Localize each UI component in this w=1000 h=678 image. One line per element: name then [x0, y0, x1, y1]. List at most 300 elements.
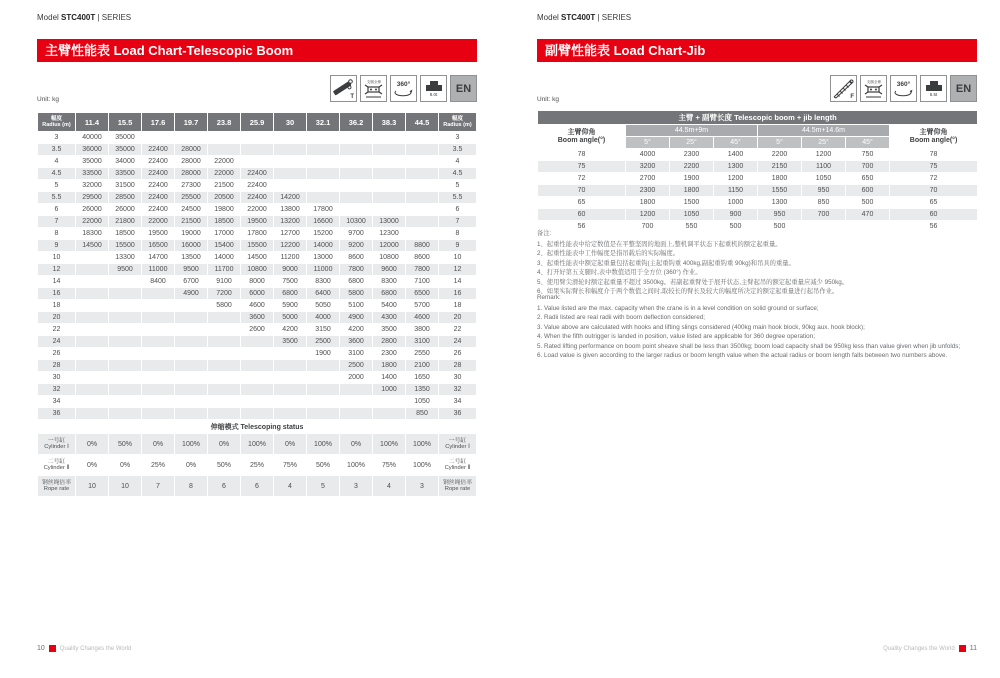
jib-load-cell: 470: [846, 209, 890, 221]
telescoping-label: [38, 476, 76, 497]
telescoping-value: 3: [406, 476, 439, 497]
outrigger-icon: [360, 75, 387, 102]
radius-cell: 7: [439, 216, 477, 228]
load-cell: [307, 192, 340, 204]
label-line-en: Radius (m): [42, 122, 71, 128]
counterweight-value: 5.5t: [929, 92, 938, 97]
remark-line-en: 1. Value listed are the max. capacity when the crane is in a level condition on solid ground or surface;: [537, 304, 819, 312]
boom-length-header: 44.5: [406, 113, 439, 132]
load-cell: 35000: [76, 156, 109, 168]
boom-angle-cell: 78: [890, 149, 978, 161]
telescoping-value: 0%: [274, 434, 307, 455]
load-cell: [175, 348, 208, 360]
jib-load-cell: 600: [846, 185, 890, 197]
load-cell: [340, 408, 373, 420]
load-cell: 6400: [307, 288, 340, 300]
boom-length-header: 30: [274, 113, 307, 132]
footer-brand-square: [49, 645, 56, 652]
load-cell: 6800: [373, 288, 406, 300]
load-cell: 17800: [307, 204, 340, 216]
page-title: 副臂性能表 Load Chart-Jib: [537, 39, 977, 62]
jib-offset-angle-header: 25°: [670, 137, 714, 149]
load-cell: 8300: [307, 276, 340, 288]
radius-cell: 6: [38, 204, 76, 216]
jib-load-cell: 4000: [626, 149, 670, 161]
jib-load-cell: 1000: [714, 197, 758, 209]
load-cell: 20500: [208, 192, 241, 204]
load-row: [38, 360, 477, 372]
load-cell: [109, 396, 142, 408]
load-cell: 11000: [307, 264, 340, 276]
page-number: 10: [37, 645, 45, 652]
rotation-label: 360°: [396, 80, 411, 88]
load-cell: 3150: [307, 324, 340, 336]
load-cell: 3500: [274, 336, 307, 348]
load-cell: 4600: [241, 300, 274, 312]
table-title-row: [538, 111, 978, 125]
load-cell: 7500: [274, 276, 307, 288]
rotation-arrow-glyph: [894, 88, 914, 97]
load-row: [38, 144, 477, 156]
load-cell: [142, 396, 175, 408]
label-line-zh: 一号缸: [47, 437, 66, 444]
radius-cell: 9: [38, 240, 76, 252]
load-cell: 22000: [76, 216, 109, 228]
radius-corner-header: [38, 113, 76, 132]
load-cell: 13800: [274, 204, 307, 216]
jib-load-cell: 2200: [670, 161, 714, 173]
radius-cell: 20: [439, 312, 477, 324]
load-cell: [274, 156, 307, 168]
radius-cell: 34: [439, 396, 477, 408]
load-cell: [340, 180, 373, 192]
load-cell: [142, 324, 175, 336]
load-cell: 850: [406, 408, 439, 420]
load-row: [38, 204, 477, 216]
load-cell: [241, 372, 274, 384]
radius-cell: 12: [439, 264, 477, 276]
page-number: 11: [969, 645, 977, 652]
note-line-zh: 1、起重性能表中给定数值是在平整坚固的地面上,整机调平状态下起重机的额定起重量。: [537, 240, 782, 248]
load-cell: [307, 372, 340, 384]
counterweight-icon: [420, 75, 447, 102]
radius-cell: 28: [38, 360, 76, 372]
condition-icons: [330, 75, 477, 102]
load-cell: [307, 180, 340, 192]
radius-cell: 3.5: [38, 144, 76, 156]
jib-load-cell: 1800: [626, 197, 670, 209]
radius-cell: 12: [38, 264, 76, 276]
load-cell: [76, 336, 109, 348]
load-cell: [76, 276, 109, 288]
load-cell: 9200: [340, 240, 373, 252]
boom-length-header: 17.6: [142, 113, 175, 132]
load-cell: [208, 360, 241, 372]
load-cell: [406, 156, 439, 168]
load-cell: 22000: [208, 168, 241, 180]
load-cell: 12700: [274, 228, 307, 240]
load-cell: 5700: [406, 300, 439, 312]
load-cell: 25500: [175, 192, 208, 204]
load-cell: [340, 156, 373, 168]
load-cell: [142, 336, 175, 348]
load-cell: 1350: [406, 384, 439, 396]
notes-english: [537, 293, 977, 361]
radius-cell: 4.5: [38, 168, 76, 180]
counterweight-glyph: [925, 80, 943, 92]
load-cell: 4200: [340, 324, 373, 336]
load-cell: [307, 144, 340, 156]
load-cell: 3600: [340, 336, 373, 348]
model-prefix: Model: [37, 13, 62, 22]
radius-cell: 4: [439, 156, 477, 168]
load-cell: 10800: [373, 252, 406, 264]
telescoping-value: 50%: [307, 455, 340, 476]
boom-angle-header: [890, 125, 978, 149]
telescoping-value: 75%: [373, 455, 406, 476]
load-cell: 6800: [340, 276, 373, 288]
jib-load-cell: 1050: [670, 209, 714, 221]
load-cell: [175, 360, 208, 372]
load-cell: [340, 396, 373, 408]
jib-load-cell: 550: [670, 221, 714, 233]
load-cell: 8300: [373, 276, 406, 288]
unit-label: Unit: kg: [537, 96, 560, 103]
jib-load-row: [538, 161, 978, 173]
jib-load-cell: 700: [802, 209, 846, 221]
condition-icons: [830, 75, 977, 102]
load-cell: 10800: [241, 264, 274, 276]
footer-slogan: Quality Changes the World: [59, 645, 132, 652]
load-cell: 29500: [76, 192, 109, 204]
rotation-label: 360°: [896, 80, 911, 88]
model-name: STC400T: [61, 13, 96, 22]
load-cell: 19500: [142, 228, 175, 240]
telescoping-value: 0%: [76, 434, 109, 455]
jib-icon: [830, 75, 857, 102]
load-cell: 5800: [340, 288, 373, 300]
load-cell: 13000: [373, 216, 406, 228]
jib-load-row: [538, 149, 978, 161]
jib-load-cell: 1550: [758, 185, 802, 197]
load-cell: [274, 360, 307, 372]
jib-load-cell: 1050: [802, 173, 846, 185]
load-cell: [175, 324, 208, 336]
telescoping-label: [38, 434, 76, 455]
jib-load-cell: 1200: [802, 149, 846, 161]
radius-cell: 28: [439, 360, 477, 372]
load-cell: 13200: [274, 216, 307, 228]
load-cell: 22400: [142, 156, 175, 168]
load-cell: 7800: [340, 264, 373, 276]
radius-corner-header: [439, 113, 477, 132]
notes-chinese: [537, 229, 977, 297]
radius-cell: 5.5: [439, 192, 477, 204]
radius-cell: 3.5: [439, 144, 477, 156]
telescoping-value: 0%: [340, 434, 373, 455]
boom-length-header: 11.4: [76, 113, 109, 132]
load-cell: 15200: [307, 228, 340, 240]
load-cell: 11200: [274, 252, 307, 264]
load-cell: 21500: [208, 180, 241, 192]
outrigger-icon-caption: [866, 96, 881, 98]
load-cell: 22400: [142, 144, 175, 156]
load-cell: [241, 360, 274, 372]
load-cell: 3100: [406, 336, 439, 348]
radius-cell: 18: [38, 300, 76, 312]
load-cell: 1400: [373, 372, 406, 384]
load-cell: 9700: [340, 228, 373, 240]
language-badge: EN: [450, 75, 477, 102]
jib-offset-angle-header: 45°: [846, 137, 890, 149]
load-cell: 6700: [175, 276, 208, 288]
telescoping-value: 0%: [142, 434, 175, 455]
radius-cell: 32: [38, 384, 76, 396]
outrigger-glyph: [364, 84, 383, 95]
load-cell: [142, 348, 175, 360]
load-cell: 2800: [373, 336, 406, 348]
telescoping-value: 6: [208, 476, 241, 497]
jib-load-cell: 2700: [626, 173, 670, 185]
jib-load-cell: 1150: [714, 185, 758, 197]
radius-cell: 26: [38, 348, 76, 360]
load-cell: [274, 144, 307, 156]
radius-cell: 3: [38, 132, 76, 144]
radius-cell: 7: [38, 216, 76, 228]
load-cell: 2000: [340, 372, 373, 384]
load-cell: 8600: [406, 252, 439, 264]
load-cell: [109, 336, 142, 348]
load-row: [38, 384, 477, 396]
telescoping-row: [38, 434, 477, 455]
load-cell: [109, 324, 142, 336]
load-cell: [307, 396, 340, 408]
jib-offset-angle-header: 5°: [626, 137, 670, 149]
footer-brand-square: [959, 645, 966, 652]
telescoping-value: 100%: [241, 434, 274, 455]
load-cell: 4000: [307, 312, 340, 324]
note-line-zh: 3、起重性能表中额定起重量包括起重钩(主起重钩重 400kg,副起重钩重 90kg)和吊具的重量。: [537, 259, 795, 267]
telescoping-label: [439, 476, 477, 497]
load-cell: [340, 132, 373, 144]
jib-offset-angle-header: 5°: [758, 137, 802, 149]
load-cell: 22000: [241, 204, 274, 216]
radius-cell: 10: [439, 252, 477, 264]
load-cell: [307, 408, 340, 420]
boom-angle-cell: 60: [890, 209, 978, 221]
load-cell: [307, 360, 340, 372]
load-cell: [373, 180, 406, 192]
jib-load-row: [538, 209, 978, 221]
telescoping-row: [38, 476, 477, 497]
boom-icon-letter: T: [350, 94, 354, 100]
boom-angle-cell: 60: [538, 209, 626, 221]
load-cell: 22400: [142, 180, 175, 192]
telescoping-value: 6: [241, 476, 274, 497]
telescoping-value: 7: [142, 476, 175, 497]
boom-angle-cell: 75: [538, 161, 626, 173]
model-series-line: [537, 13, 631, 22]
telescoping-value: 0%: [76, 455, 109, 476]
jib-load-cell: 500: [846, 197, 890, 209]
load-cell: 7800: [406, 264, 439, 276]
load-row: [38, 228, 477, 240]
load-cell: [208, 132, 241, 144]
load-cell: 5100: [340, 300, 373, 312]
telescoping-value: 100%: [307, 434, 340, 455]
load-cell: 13000: [307, 252, 340, 264]
load-cell: [307, 384, 340, 396]
label-line-en: Cylinder Ⅰ: [44, 444, 69, 450]
load-cell: [76, 348, 109, 360]
radius-cell: 6: [439, 204, 477, 216]
load-cell: 35000: [109, 144, 142, 156]
load-cell: [274, 180, 307, 192]
load-cell: 2300: [373, 348, 406, 360]
telescoping-value: 0%: [175, 455, 208, 476]
load-cell: 22400: [241, 192, 274, 204]
load-cell: [241, 348, 274, 360]
load-cell: [76, 360, 109, 372]
jib-load-cell: 950: [758, 209, 802, 221]
page-left: [37, 0, 477, 678]
load-cell: 18500: [109, 228, 142, 240]
load-cell: 22400: [241, 180, 274, 192]
telescoping-value: 100%: [175, 434, 208, 455]
load-cell: 26000: [76, 204, 109, 216]
telescoping-value: 4: [274, 476, 307, 497]
load-cell: [241, 396, 274, 408]
label-line-zh: 一号缸: [448, 437, 467, 444]
load-cell: 9500: [109, 264, 142, 276]
load-cell: 3600: [241, 312, 274, 324]
load-cell: [274, 396, 307, 408]
load-cell: 19800: [208, 204, 241, 216]
load-cell: [208, 384, 241, 396]
label-line-zh: 钢丝绳倍率: [42, 479, 71, 486]
unit-label: Unit: kg: [37, 96, 60, 103]
load-cell: 14000: [208, 252, 241, 264]
radius-cell: 14: [38, 276, 76, 288]
radius-cell: 18: [439, 300, 477, 312]
load-cell: 16500: [142, 240, 175, 252]
jib-load-cell: 1500: [670, 197, 714, 209]
load-cell: 19000: [175, 228, 208, 240]
load-cell: [109, 384, 142, 396]
load-cell: 6000: [241, 288, 274, 300]
load-cell: [76, 288, 109, 300]
load-row: [38, 348, 477, 360]
load-cell: [109, 312, 142, 324]
load-cell: 13300: [109, 252, 142, 264]
jib-load-cell: 500: [714, 221, 758, 233]
load-cell: 2500: [340, 360, 373, 372]
load-row: [38, 132, 477, 144]
load-row: [38, 408, 477, 420]
load-cell: 5400: [373, 300, 406, 312]
load-cell: [373, 156, 406, 168]
rotation-arrow-glyph: [394, 88, 414, 97]
load-cell: 22400: [142, 192, 175, 204]
label-line-en: Boom angle(°): [909, 136, 958, 144]
model-series-line: [37, 13, 131, 22]
load-cell: [241, 408, 274, 420]
jib-load-row: [538, 197, 978, 209]
telescopic-boom-icon: [330, 75, 357, 102]
load-cell: [208, 372, 241, 384]
load-cell: [406, 216, 439, 228]
radius-cell: 24: [439, 336, 477, 348]
load-cell: 1650: [406, 372, 439, 384]
jib-load-cell: 2200: [758, 149, 802, 161]
radius-cell: 5: [439, 180, 477, 192]
load-cell: 28500: [109, 192, 142, 204]
load-row: [38, 180, 477, 192]
jib-load-cell: 2300: [626, 185, 670, 197]
load-cell: [76, 396, 109, 408]
load-row: [38, 276, 477, 288]
boom-length-header: 32.1: [307, 113, 340, 132]
load-row: [38, 288, 477, 300]
jib-load-cell: 700: [846, 161, 890, 173]
load-cell: 31500: [109, 180, 142, 192]
load-cell: 21500: [175, 216, 208, 228]
load-cell: 14500: [241, 252, 274, 264]
jib-load-cell: 950: [802, 185, 846, 197]
load-cell: [373, 192, 406, 204]
boom-jib-length-header: 44.5m+14.6m: [758, 125, 890, 137]
load-cell: 1000: [373, 384, 406, 396]
boom-length-header: 23.8: [208, 113, 241, 132]
load-cell: 14500: [76, 240, 109, 252]
outrigger-icon-label: 支腿全伸: [866, 78, 881, 84]
load-row: [38, 396, 477, 408]
load-cell: 10300: [340, 216, 373, 228]
footer-right: [883, 645, 977, 652]
load-cell: [76, 384, 109, 396]
load-cell: [142, 360, 175, 372]
telescoping-value: 10: [76, 476, 109, 497]
load-cell: [307, 156, 340, 168]
load-row: [38, 300, 477, 312]
telescoping-value: 100%: [406, 434, 439, 455]
load-cell: 22000: [208, 156, 241, 168]
load-cell: [109, 276, 142, 288]
load-cell: [406, 168, 439, 180]
boom-angle-cell: 56: [890, 221, 978, 233]
load-cell: [340, 204, 373, 216]
radius-cell: 8: [439, 228, 477, 240]
telescoping-status-row: [38, 420, 477, 434]
load-cell: [406, 192, 439, 204]
outrigger-icon: [860, 75, 887, 102]
load-cell: [373, 168, 406, 180]
telescoping-value: 50%: [109, 434, 142, 455]
load-cell: [373, 144, 406, 156]
load-cell: 4900: [340, 312, 373, 324]
load-cell: 12300: [373, 228, 406, 240]
load-cell: [208, 348, 241, 360]
page-title: 主臂性能表 Load Chart-Telescopic Boom: [37, 39, 477, 62]
label-line-zh: 主臂仰角: [567, 128, 596, 136]
load-cell: [274, 348, 307, 360]
note-line-zh: 6、如果实际臂长和幅度介于两个数值之间时,取较长的臂长及较大的幅度所决定的额定起重量进行起吊作业。: [537, 288, 839, 295]
page-right: [537, 0, 977, 678]
telescoping-value: 4: [373, 476, 406, 497]
label-line-zh: 幅度: [50, 115, 62, 122]
boom-length-header: 15.5: [109, 113, 142, 132]
load-cell: 16600: [307, 216, 340, 228]
